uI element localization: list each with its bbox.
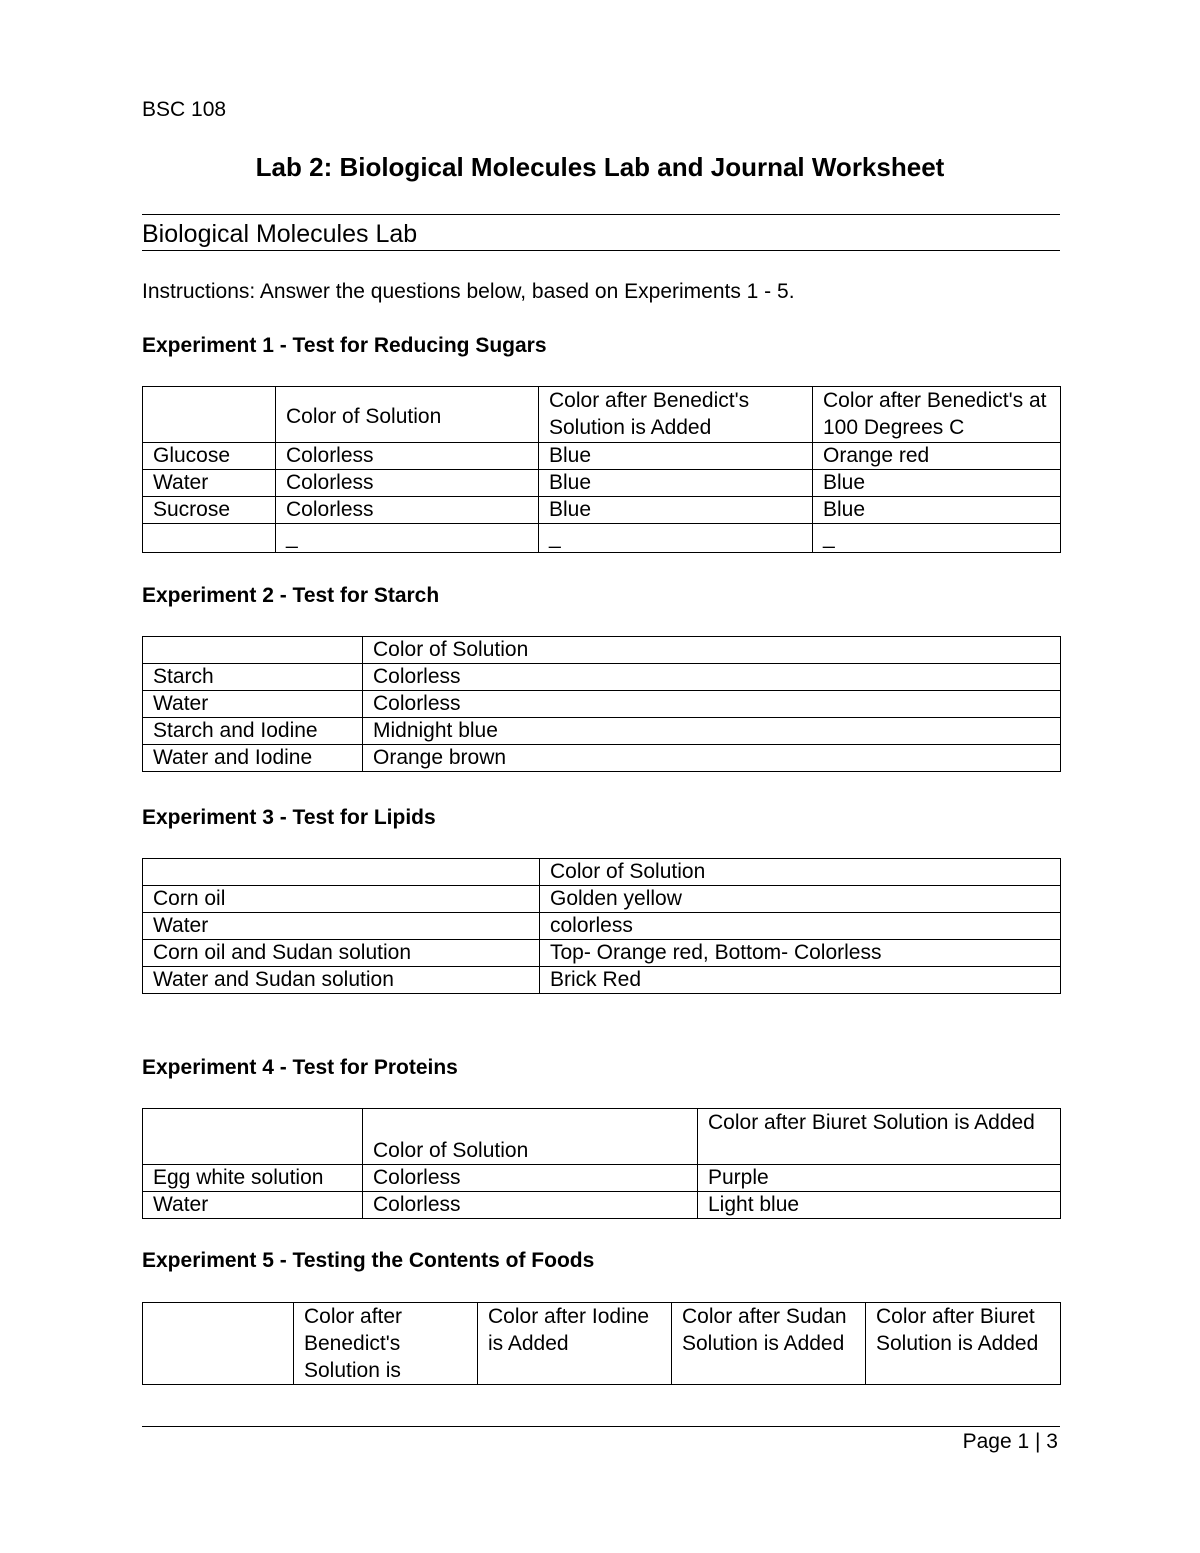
table-row: [143, 886, 1061, 913]
table-cell: _: [539, 524, 813, 553]
table-cell: Blue: [813, 470, 1061, 497]
table-cell: _: [276, 524, 539, 553]
table-cell: Egg white solution: [143, 1165, 363, 1192]
table-cell: Midnight blue: [363, 718, 1061, 745]
table-cell: Corn oil: [143, 886, 540, 913]
table-cell: Water and Sudan solution: [143, 967, 540, 994]
table-cell: colorless: [540, 913, 1061, 940]
table-header-cell: [143, 387, 276, 443]
table-cell: Light blue: [698, 1192, 1061, 1219]
table-row: [143, 664, 1061, 691]
table-cell: Blue: [813, 497, 1061, 524]
table-header-cell: Color of Solution: [540, 859, 1061, 886]
table-cell: Starch and Iodine: [143, 718, 363, 745]
experiment-5-table: [142, 1302, 1061, 1385]
table-cell: Water: [143, 913, 540, 940]
table-cell: Glucose: [143, 443, 276, 470]
table-cell: Corn oil and Sudan solution: [143, 940, 540, 967]
experiment-1-table: [142, 386, 1061, 553]
table-cell: Colorless: [276, 470, 539, 497]
table-header-cell: Color after Biuret Solution is Added: [698, 1109, 1061, 1165]
experiment-5-heading: Experiment 5 - Testing the Contents of Foods: [142, 1249, 595, 1272]
experiment-1-heading: Experiment 1 - Test for Reducing Sugars: [142, 334, 547, 357]
table-cell: Water: [143, 691, 363, 718]
table-row: [143, 497, 1061, 524]
table-cell: Starch: [143, 664, 363, 691]
table-cell: Water: [143, 1192, 363, 1219]
table-row: [143, 524, 1061, 553]
table-cell: Blue: [539, 497, 813, 524]
table-cell: _: [813, 524, 1061, 553]
table-cell: [143, 524, 276, 553]
table-row: [143, 470, 1061, 497]
instructions-text: Instructions: Answer the questions below, based on Experiments 1 - 5.: [142, 280, 795, 303]
table-header-cell: Color of Solution: [276, 387, 539, 443]
page-number: Page 1 | 3: [962, 1430, 1058, 1453]
table-cell: Orange brown: [363, 745, 1061, 772]
table-cell: Colorless: [363, 664, 1061, 691]
table-row: [143, 913, 1061, 940]
table-cell: Colorless: [276, 443, 539, 470]
table-row: [143, 718, 1061, 745]
table-header-row: [143, 637, 1061, 664]
table-row: [143, 940, 1061, 967]
table-header-row: [143, 1109, 1061, 1165]
table-header-cell: Color after Benedict's Solution is: [294, 1303, 478, 1385]
table-header-cell: Color after Benedict's Solution is Added: [539, 387, 813, 443]
experiment-3-heading: Experiment 3 - Test for Lipids: [142, 806, 436, 829]
table-cell: Water and Iodine: [143, 745, 363, 772]
table-header-cell: [143, 859, 540, 886]
page-title: Lab 2: Biological Molecules Lab and Journal Worksheet: [255, 152, 945, 182]
table-cell: Top- Orange red, Bottom- Colorless: [540, 940, 1061, 967]
table-cell: Colorless: [363, 1165, 698, 1192]
table-header-cell: Color after Biuret Solution is Added: [866, 1303, 1061, 1385]
table-cell: Golden yellow: [540, 886, 1061, 913]
table-header-cell: Color after Benedict's at 100 Degrees C: [813, 387, 1061, 443]
experiment-2-table: [142, 636, 1061, 772]
table-row: [143, 1192, 1061, 1219]
table-row: [143, 443, 1061, 470]
table-header-cell: Color after Sudan Solution is Added: [672, 1303, 866, 1385]
section-top-rule: [142, 214, 1060, 215]
table-cell: Colorless: [363, 691, 1061, 718]
table-header-cell: [143, 1109, 363, 1165]
table-row: [143, 1165, 1061, 1192]
table-header-cell: [143, 1303, 294, 1385]
table-cell: Blue: [539, 443, 813, 470]
experiment-2-heading: Experiment 2 - Test for Starch: [142, 584, 440, 607]
table-row: [143, 691, 1061, 718]
table-cell: Orange red: [813, 443, 1061, 470]
table-cell: Purple: [698, 1165, 1061, 1192]
course-code: BSC 108: [142, 98, 227, 121]
section-bottom-rule: [142, 250, 1060, 251]
table-header-row: [143, 1303, 1061, 1385]
table-cell: Colorless: [276, 497, 539, 524]
table-cell: Sucrose: [143, 497, 276, 524]
table-header-cell: Color of Solution: [363, 1109, 698, 1165]
table-cell: Colorless: [363, 1192, 698, 1219]
table-header-row: [143, 859, 1061, 886]
table-header-cell: Color of Solution: [363, 637, 1061, 664]
footer-rule: [142, 1426, 1060, 1427]
table-row: [143, 745, 1061, 772]
table-header-cell: Color after Iodine is Added: [478, 1303, 672, 1385]
table-row: [143, 967, 1061, 994]
experiment-3-table: [142, 858, 1061, 994]
table-header-cell: [143, 637, 363, 664]
table-cell: Blue: [539, 470, 813, 497]
experiment-4-heading: Experiment 4 - Test for Proteins: [142, 1056, 458, 1079]
table-header-row: [143, 387, 1061, 443]
table-cell: Water: [143, 470, 276, 497]
experiment-4-table: [142, 1108, 1061, 1219]
section-title: Biological Molecules Lab: [142, 220, 418, 248]
table-cell: Brick Red: [540, 967, 1061, 994]
